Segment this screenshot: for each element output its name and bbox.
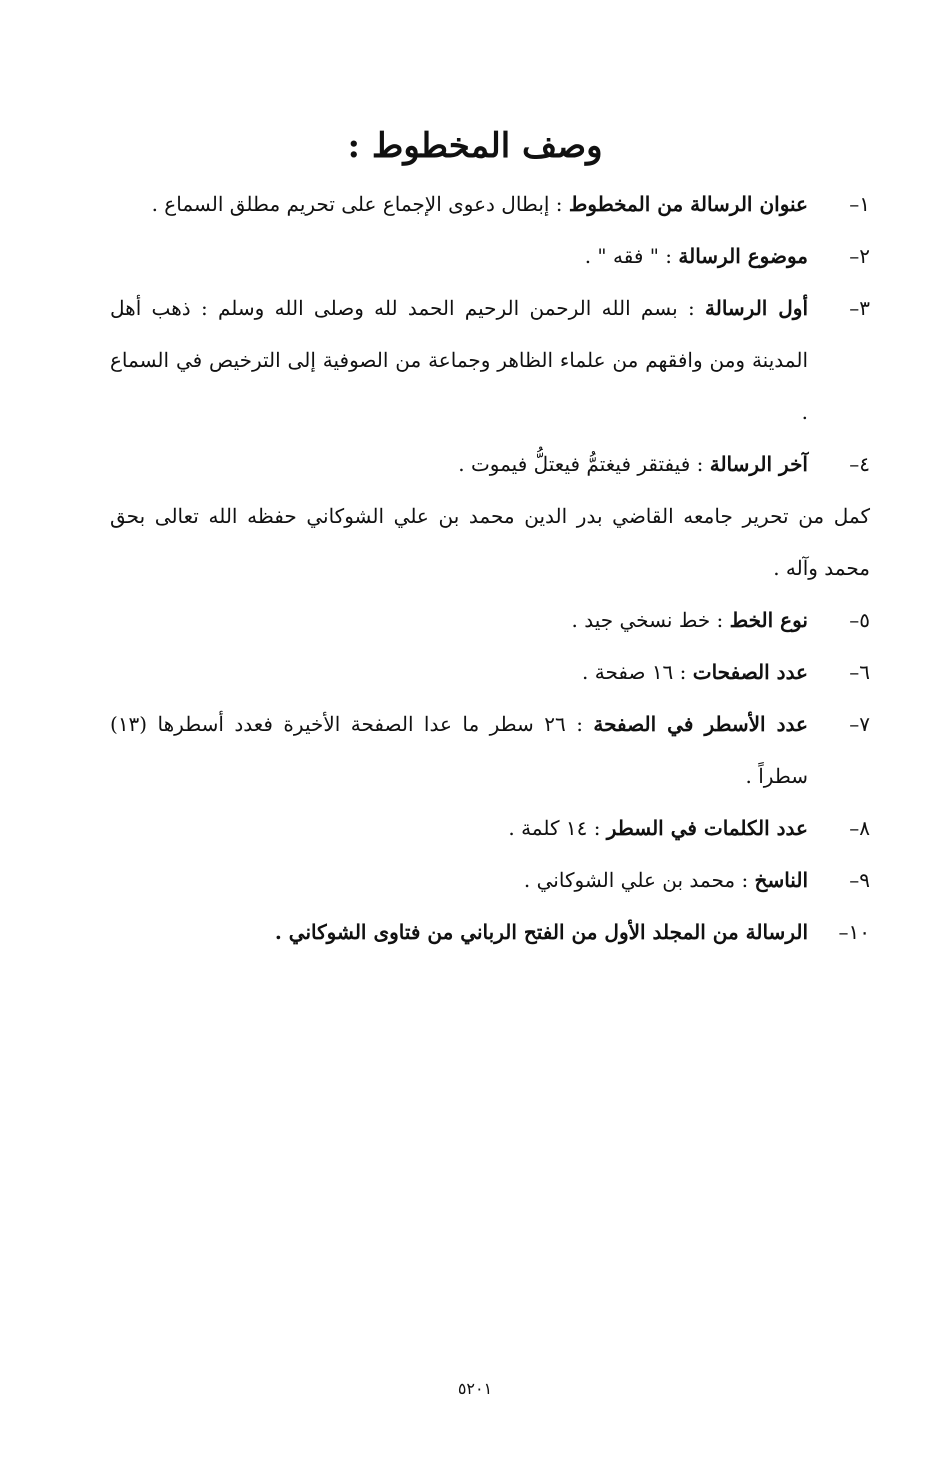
item-label: الرسالة من المجلد الأول من الفتح الرباني من فتاوى الشوكاني . xyxy=(274,920,808,944)
item-label: عدد الكلمات في السطر xyxy=(606,816,808,840)
item-label: الناسخ xyxy=(754,868,808,892)
list-item-colophon xyxy=(110,490,870,594)
item-number: ١– xyxy=(849,192,870,216)
list-item-page-count xyxy=(110,646,870,698)
item-number: ٣– xyxy=(849,296,870,320)
item-label: أول الرسالة xyxy=(705,296,809,320)
list-item-words-per-line xyxy=(110,802,870,854)
page-title: وصف المخطوط : xyxy=(347,126,603,166)
item-label: موضوع الرسالة xyxy=(678,244,808,268)
item-text: : ١٦ صفحة . xyxy=(582,660,693,684)
item-label: عنوان الرسالة من المخطوط xyxy=(568,192,808,216)
item-number: ٦– xyxy=(849,660,870,684)
list-item-copyist xyxy=(110,854,870,906)
item-number: ٩– xyxy=(849,868,870,892)
list-item-volume xyxy=(110,906,870,958)
item-text: : بسم الله الرحمن الرحيم الحمد لله وصلى الله وسلم : ذهب أهل المدينة ومن وافقهم من علماء الظاهر وجماعة من الصوفية إلى الترخيص في السماع . xyxy=(110,296,808,424)
item-text: : ٢٦ سطر ما عدا الصفحة الأخيرة فعدد أسطرها (١٣) سطراً . xyxy=(110,712,808,788)
item-label: آخر الرسالة xyxy=(709,452,808,476)
page-number: ٥٢٠١ xyxy=(457,1379,493,1398)
item-label: نوع الخط xyxy=(729,608,808,632)
list-item-title xyxy=(110,178,870,230)
item-number: ٧– xyxy=(849,712,870,736)
item-text: كمل من تحرير جامعه القاضي بدر الدين محمد بن علي الشوكاني حفظه الله تعالى بحق محمد وآله . xyxy=(110,504,870,580)
item-text: : ١٤ كلمة . xyxy=(508,816,607,840)
item-label: عدد الأسطر في الصفحة xyxy=(593,712,808,736)
item-number: ٤– xyxy=(849,452,870,476)
list-item-lines-per-page xyxy=(110,698,870,802)
list-item-subject xyxy=(110,230,870,282)
item-number: ٢– xyxy=(849,244,870,268)
list-item-ending xyxy=(110,438,870,490)
item-text: : " فقه " . xyxy=(584,244,679,268)
item-number: ٥– xyxy=(849,608,870,632)
list-item-script-type xyxy=(110,594,870,646)
manuscript-description-list xyxy=(110,178,870,958)
item-text: : محمد بن علي الشوكاني . xyxy=(523,868,755,892)
item-text: : إبطال دعوى الإجماع على تحريم مطلق السماع . xyxy=(151,192,569,216)
item-number: ٨– xyxy=(849,816,870,840)
list-item-beginning xyxy=(110,282,870,438)
item-label: عدد الصفحات xyxy=(692,660,808,684)
item-number: ١٠– xyxy=(838,920,870,944)
item-text: : فيفتقر فيغتمُّ فيعتلُّ فيموت . xyxy=(458,452,710,476)
item-text: : خط نسخي جيد . xyxy=(571,608,730,632)
